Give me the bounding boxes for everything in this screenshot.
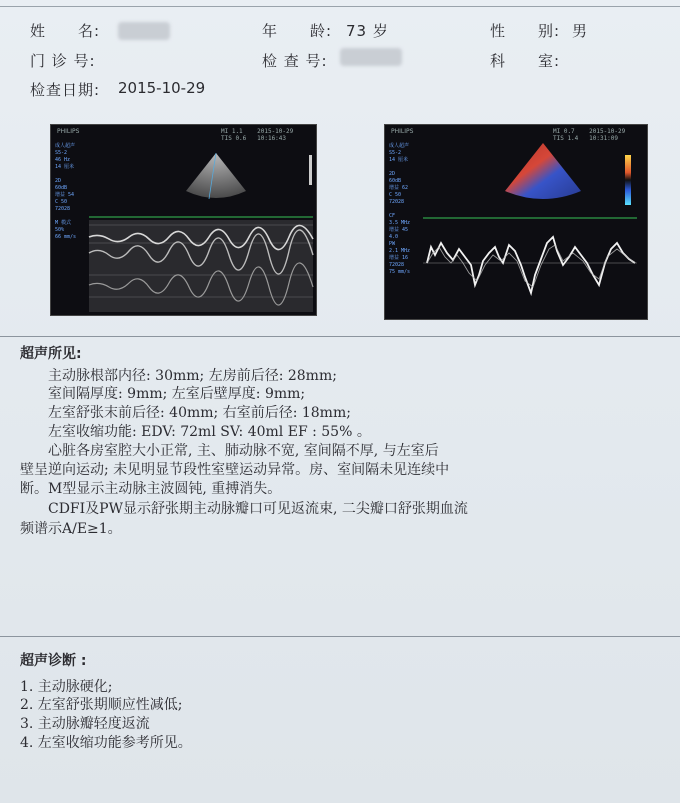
diagnosis-item: 3. 主动脉瓣轻度返流 bbox=[20, 716, 150, 732]
diagnosis-item: 4. 左室收缩功能参考所见。 bbox=[20, 735, 192, 751]
finding-line: 壁呈逆向运动; 未见明显节段性室壁运动异常。房、室间隔未见连续中 bbox=[20, 462, 450, 478]
mmode-graphic bbox=[51, 125, 316, 315]
diagnosis-item: 2. 左室舒张期顺应性减低; bbox=[20, 697, 183, 713]
diagnosis-divider bbox=[0, 636, 680, 637]
image-meta: MI 0.7 2015-10-29 TIS 1.4 10:31:09 bbox=[553, 128, 626, 142]
finding-line: 主动脉根部内径: 30mm; 左房前后径: 28mm; bbox=[20, 368, 337, 384]
name-redacted bbox=[118, 22, 170, 40]
ultrasound-image-mmode bbox=[50, 124, 317, 316]
clinic-label: 门 诊 号: bbox=[30, 52, 96, 70]
finding-line: 心脏各房室腔大小正常, 主、肺动脉不宽, 室间隔不厚, 与左室后 bbox=[20, 443, 439, 459]
findings-divider bbox=[0, 336, 680, 337]
sex-value: 男 bbox=[572, 22, 589, 40]
exam-redacted bbox=[340, 48, 402, 66]
finding-line: 断。M型显示主动脉主波圆钝, 重搏消失。 bbox=[20, 481, 282, 497]
age-label: 年 龄: bbox=[262, 22, 333, 40]
findings-title: 超声所见: bbox=[20, 346, 82, 362]
dept-label: 科 室: bbox=[490, 52, 561, 70]
diagnosis-title: 超声诊断 : bbox=[20, 653, 87, 669]
image-settings: 成人超声 S5-2 46 Hz 14 厘米 2D 60dB 增益 54 C 50 72028 M 模式 50% 66 mm/s bbox=[55, 143, 77, 240]
exam-label: 检 查 号: bbox=[262, 52, 328, 70]
diagnosis-item: 1. 主动脉硬化; bbox=[20, 679, 113, 695]
image-settings: 成人超声 S5-2 14 厘米 2D 60dB 增益 62 C 50 72028 CF 3.5 MHz 增益 45 4.0 PW 2.1 MHz 增益 16 72028 75 mm/s bbox=[389, 143, 411, 275]
finding-line: 左室收缩功能: EDV: 72ml SV: 40ml EF : 55% 。 bbox=[20, 424, 371, 440]
name-label: 姓 名: bbox=[30, 22, 101, 40]
ultrasound-image-doppler bbox=[384, 124, 648, 320]
finding-line: CDFI及PW显示舒张期主动脉瓣口可见返流束, 二尖瓣口舒张期血流 bbox=[20, 501, 468, 517]
top-border bbox=[0, 6, 680, 7]
finding-line: 室间隔厚度: 9mm; 左室后壁厚度: 9mm; bbox=[20, 386, 306, 402]
philips-brand: PHILIPS bbox=[57, 128, 80, 135]
finding-line: 左室舒张末前后径: 40mm; 右室前后径: 18mm; bbox=[20, 405, 351, 421]
age-value: 73 岁 bbox=[346, 22, 389, 40]
date-value: 2015-10-29 bbox=[118, 79, 206, 97]
philips-brand: PHILIPS bbox=[391, 128, 414, 135]
image-meta: MI 1.1 2015-10-29 TIS 0.6 10:16:43 bbox=[221, 128, 294, 142]
sex-label: 性 别: bbox=[490, 22, 561, 40]
finding-line: 频谱示A/E≥1。 bbox=[20, 521, 122, 537]
date-label: 检查日期: bbox=[30, 81, 101, 99]
doppler-graphic bbox=[385, 125, 647, 319]
